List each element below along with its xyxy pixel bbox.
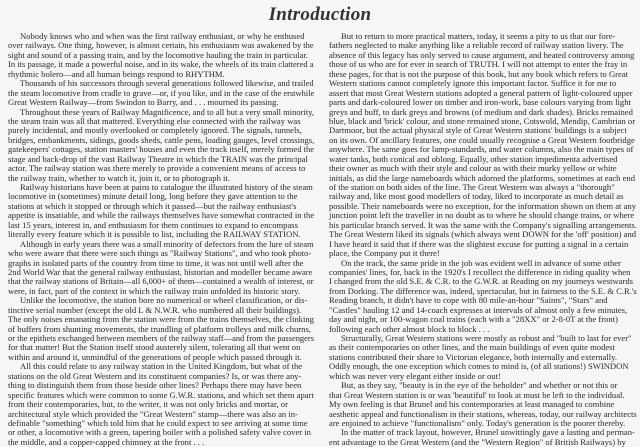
text-line: tinctive serial number (except the old L & N.W.R. who numbered all their buildings). [8, 304, 302, 315]
text-line: anywhere. The same goes for lamp-standards, and water columns, also the main types of [329, 144, 634, 155]
text-line: The only noises emanating from the station were from the trains themselves, the clinking [8, 314, 314, 325]
text-line: definable "something" which told him that he could expect to see arriving at some time [8, 417, 308, 428]
right-column [329, 32, 637, 447]
text-line: were, in fact, part of the context in which the railway train unfolded its historic story. [8, 285, 301, 296]
text-line: The Great Western liked its signals (which always went DOWN for the 'off' position) and [329, 229, 637, 240]
text-line: bridges, embankments, sidings, goods sheds, cattle pens, loading gauges, level crossings, [8, 134, 315, 145]
text-line: ent advantage to the Great Western (and the "Western Region" of British Railways) by [329, 436, 626, 447]
text-line: from Dorking. The difference was, indeed, spectacular, but in fairness to the S.E. & C.R.'s [329, 285, 637, 296]
text-line: on its own. Of ancillary features, one could usually recognise a Great Western footbridge [329, 134, 635, 145]
text-line: place, the Company put it there! [329, 248, 440, 259]
text-line: that Great Western station is or was 'beautiful' to look at must be left to the individual. [329, 389, 625, 400]
text-line: from their contemporaries, but, to the writer, it was not only bricks and mortar, or [8, 399, 288, 410]
text-line: possible. Their nameboards were no exception, for the information shown on them at any [329, 200, 636, 211]
text-line: specific features which were common to some G.W.R. stations, and which set them apart [8, 389, 314, 400]
left-column [8, 32, 314, 447]
text-line: Nobody knows who and when was the first railway enthusiast, or why he enthused [20, 31, 305, 41]
text-line: last 15 years, interest in, and enthusiasm for them continues to expand to encompass [8, 219, 298, 230]
text-line: I changed from the old S.E. & C.R. to the G.W.R. at Reading on my journeys westwards [329, 276, 633, 287]
text-line: "Castles" hauling 12 and 14-coach expresses at intervals of almost only a few minutes, [329, 304, 628, 315]
text-line: Western stations cannot completely ignore this important factor. Suffice it for me to [329, 78, 617, 89]
text-line: the railway train, whether to watch it, join it, or to photograph it. [8, 172, 230, 183]
text-line: for that matter! But the Station itself stood austerely silent, tolerating all that went on [8, 342, 301, 353]
text-line: the steam train was all that mattered. Everything else connected with the railway was [8, 115, 301, 126]
text-line: of buffers from shunting movements, the trundling of platform trolleys and milk churns, [8, 323, 311, 334]
text-line: Railway historians have been at pains to catalogue the illustrated history of the steam [20, 182, 313, 192]
text-line: following each other almost block to block . . . [329, 323, 490, 334]
text-line: his particular branch served. It was the same with the Company's signalling arrangements. [329, 219, 637, 230]
text-line: Thousands of his successors through several generations followed likewise, and trailed [19, 78, 314, 89]
text-line: Unlike the locomotive, the station bore no numerical or wheel classification, or dis- [20, 295, 308, 306]
text-line: 2nd World War that the general railway enthusiast, historian and modeller became aware [8, 266, 313, 277]
text-line: All this could relate to any railway station in the United Kingdom, but what of the [20, 361, 303, 372]
page-title: Introduction [268, 4, 372, 25]
text-line: Oddly enough, the one exception which comes to mind is, (of all stations!) SWINDON [329, 361, 629, 372]
text-line: But, as they say, "beauty is in the eye of the beholder" and whether or not this or [341, 380, 618, 391]
text-line: which was never very elegant either inside or out! [329, 370, 501, 381]
text-line: architectural style which provided the "Great Western" stamp—there was also an in- [8, 408, 298, 419]
text-line: purely incidental, and mostly overlooked or completely ignored. The signals, tunnels, [8, 125, 302, 136]
text-line: or other, a locomotive with a green, tapering boiler with a polished safety valve cover in [8, 427, 311, 438]
text-line: Although in early years there was a small minority of defectors from the lure of steam [19, 238, 314, 249]
text-line: stations contributed their share to Victorian elegance, both internally and externally. [329, 351, 617, 362]
text-line: I have heard it said that if there was the slightest excuse for putting a signal in a certain [329, 238, 629, 249]
text-line: of the station on both sides of the line. The Great Western was always a "thorough" [329, 182, 615, 192]
text-line: literally every feature which it is possible to list, including the RAILWAY STATION. [8, 229, 301, 240]
text-line: that the railway stations of Britain—all 6,000+ of them—contained a wealth of interest, or [8, 276, 314, 287]
text-line: Throughout these years of Railway Magnificence, and to all but a very small minority, [19, 106, 315, 117]
text-line: appetite is insatiable, and while the railways themselves have somewhat contracted in the [8, 210, 315, 221]
text-line: those of us who are for ever in search of TRUTH. I will not attempt to enter the fray in [329, 59, 628, 70]
text-line: parts and dark-coloured lower on timber and iron-work, base colours varying from light [329, 97, 631, 108]
text-line: stations at which it stopped or through which it passed—but the railway enthusiast's [8, 200, 297, 211]
text-line: railway and, like most good modellers of today, liked to incorporate as much detail as [329, 191, 624, 202]
text-line: over railways. One thing, however, is almost certain, his enthusiasm was awakened by the [8, 40, 314, 51]
text-line: assert that most Great Western stations adopted a general pattern of light-coloured upper [329, 87, 633, 98]
text-line: absence of this legacy has only served to cause argument, and heated controversy among [329, 49, 635, 60]
text-line: day and night, or 100-wagon coal trains (each with a "28XX" or 2-8-0T at the front) [329, 314, 618, 325]
text-line: But to return to more practical matters, today, it seems a pity to us that our fore- [341, 31, 616, 41]
text-line: locomotive in (sometimes) minute detail long, long before they gave attention to the [8, 191, 298, 202]
text-line: as their contemporaries on other lines, and the main buildings of even quite modest [329, 342, 615, 353]
text-line: gatekeepers' cottages, station masters' houses and even the track itself, merely formed the [8, 144, 315, 155]
text-line: thing to distinguish them from those beside other lines? Perhaps there may have been [8, 380, 302, 391]
text-line: Reading branch, it didn't have to cope with 80 mile-an-hour "Saints", "Stars" and [329, 295, 608, 306]
text-line: or the epithets exchanged between members of the railway staff—and from the passengers [8, 333, 315, 343]
text-line: My own feeling is that Brunel and his contemporaries at least managed to combine [329, 399, 615, 410]
text-line: stage and back-drop of the vast Railway Theatre in which the TRAIN was the principal [8, 153, 308, 164]
text-line: Dartmoor, but the actual physical style of Great Western stations' buildings is a subject [329, 125, 627, 136]
text-line: junction point left the traveller in no doubt as to where he should change trains, or where [329, 210, 635, 221]
text-line: companies' lines, for, back in the 1920's I recollect the difference in riding quality when [329, 266, 631, 277]
text-line: are enjoined to achieve "functionalism" only. Today's generation is the poorer thereby. [329, 417, 626, 428]
text-line: water tanks, both conical and oblong. Equally, other station impedimenta advertised [329, 153, 618, 164]
text-line: graphs in isolated parts of the country from time to time, it was not until well after the [8, 257, 304, 268]
text-line: the steam locomotive from cradle to grave—or, if you like, and in the case of the erstwhile [8, 87, 315, 98]
text-line: aesthetic appeal and functionalism in their stations, whereas, today, our railway architects [329, 408, 637, 419]
text-line: On the track, the same pride in the job was evident well in advance of some other [341, 257, 621, 268]
text-line: rhythmic bolero—and all human beings respond to RHYTHM. [8, 68, 225, 79]
text-line: fathers neglected to make anything like a reliable record of railway station livery. The [329, 40, 624, 51]
text-line: within and around it, unmindful of the generations of people which passed through it. [8, 351, 302, 362]
text-line: In the matter of track layout, however, Brunel unwittingly gave a lasting and perman- [341, 427, 635, 438]
text-line: blue, black and 'brick' colour, and stone remained stone, Cotswold, Mendip, Cambrian or [329, 115, 636, 126]
text-line: In its passage, it made a powerful noise, and in its wake, the wheels of its train clattered a [8, 59, 314, 70]
text-line: sight and sound of a passing train, and by the locomotive hauling the train in particular. [8, 49, 309, 60]
text-line: Structurally, Great Western stations were mostly as robust and "built to last for ever" [341, 333, 632, 343]
text-line: Great Western Railway—from Swindon to Barry, and . . . mourned its passing. [8, 97, 279, 108]
text-line: stations on the old Great Western and its constituent companies? Is, or was there any- [8, 370, 302, 381]
text-line: the middle, and a copper-capped chimney at the front . . . [8, 436, 205, 447]
text-line: initials, as did the large nameboards which adorned the platforms, sometimes at each end [329, 172, 636, 183]
text-line: who were aware that there were such things as "Railway Stations", and who took photo- [8, 248, 312, 259]
text-line: actor. The railway station was there merely to provide a convenient means of access to [8, 163, 306, 174]
text-line: their owner as much with their style and colour as with their murky yellow or white [329, 163, 617, 174]
text-line: these pages, for that is not the purpose of this book, but any book which refers to Great [329, 68, 629, 79]
text-line: greys and buff, to dark greys and browns (of medium and dark shades). Bricks remained [329, 106, 633, 117]
